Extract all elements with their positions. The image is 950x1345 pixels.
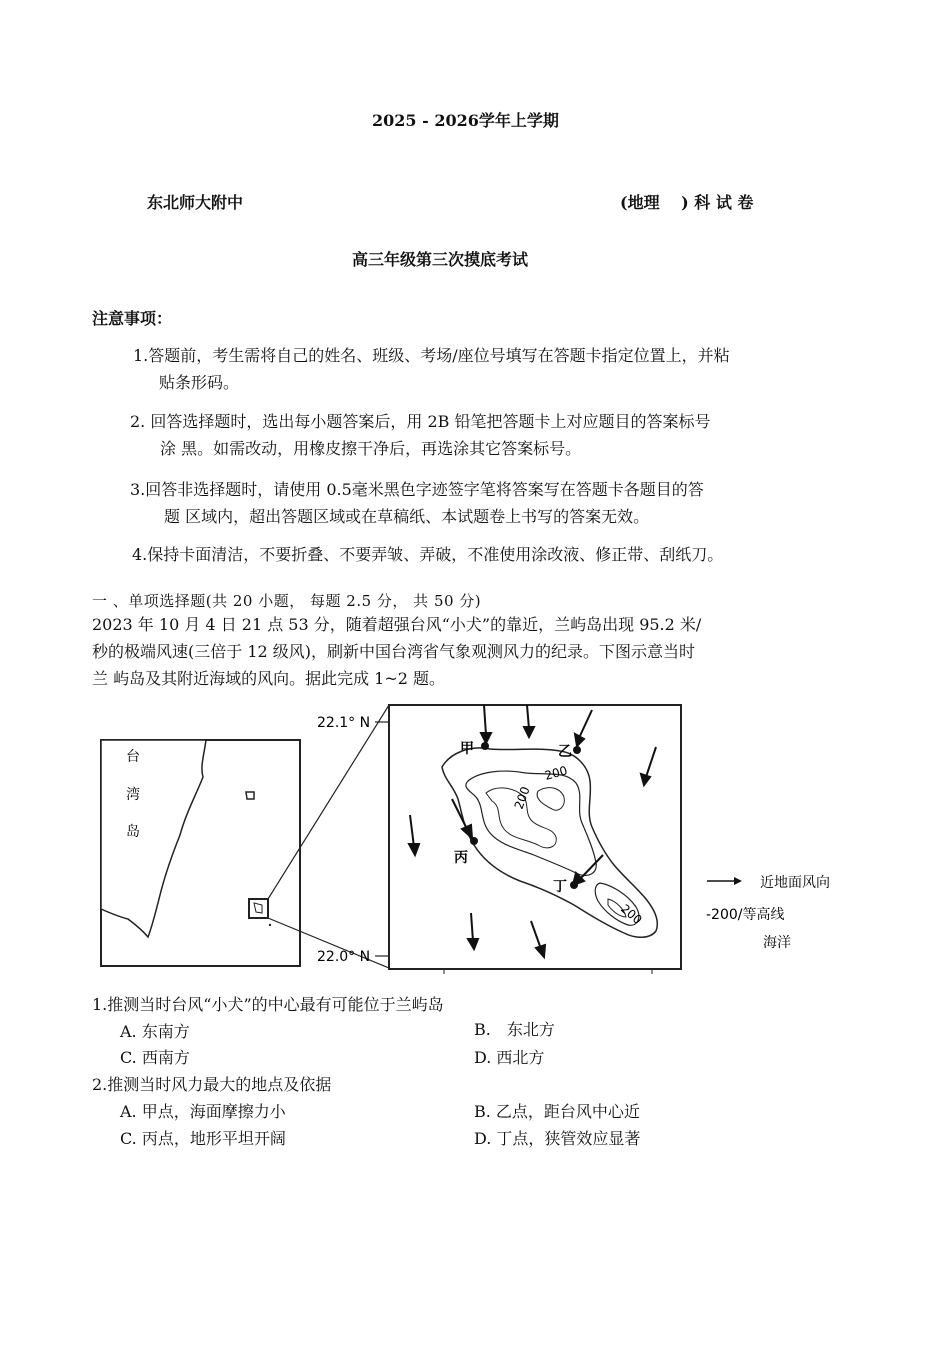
notice-heading: 注意事项：: [92, 309, 173, 328]
question-1-stem: 1.推测当时台风“小犬”的中心最有可能位于兰屿岛: [92, 995, 444, 1014]
section-intro: [92, 611, 701, 692]
question-1-option-b[interactable]: B. 东北方: [474, 1020, 555, 1039]
taiwan-inset-map: [101, 740, 300, 966]
point-ding-label: 丁: [553, 879, 567, 895]
question-1-option-c[interactable]: C. 西南方: [120, 1048, 190, 1067]
question-1-option-a[interactable]: A. 东南方: [120, 1022, 190, 1041]
notice-item-2: [130, 408, 710, 462]
intro-line: 秒的极端风速(三倍于 12 级风)，刷新中国台湾省气象观测风力的纪录。下图示意当时: [92, 642, 696, 661]
notice-item-line: 贴条形码。: [159, 373, 240, 392]
notice-item-line: 涂 黑。如需改动，用橡皮擦干净后，再选涂其它答案标号。: [160, 439, 582, 458]
notice-item-line: 题 区域内，超出答题区域或在草稿纸、本试题卷上书写的答案无效。: [164, 507, 650, 526]
question-2-option-b[interactable]: B. 乙点，距台风中心近: [474, 1102, 640, 1121]
legend-ocean-label: 海洋: [763, 935, 791, 951]
contour-label: 200: [618, 901, 645, 928]
point-jia-label: 甲: [460, 741, 474, 757]
lanyu-detail-map: [389, 705, 681, 974]
school-name: 东北师大附中: [147, 193, 244, 212]
notice-item-line: 3.回答非选择题时，请使用 0.5毫米黑色字迹签字笔将答案写在答题卡各题目的答: [130, 480, 704, 499]
section-title: 一 、单项选择题(共 20 小题， 每题 2.5 分， 共 50 分): [92, 592, 482, 610]
contour-label: 200: [511, 784, 533, 812]
intro-line: 2023 年 10 月 4 日 21 点 53 分，随着超强台风“小犬”的靠近，兰屿岛出现 95.2 米/: [92, 615, 702, 634]
latitude-top-label: 22.1° N: [317, 715, 371, 731]
latitude-bottom-label: 22.0° N: [317, 949, 371, 965]
island-label-char: 湾: [126, 787, 140, 803]
legend-contour-label: -200/等高线: [706, 907, 785, 923]
point-bing-label: 丙: [454, 850, 468, 866]
typhoon-wind-map: [0, 695, 950, 980]
point-yi-label: 乙: [558, 744, 572, 760]
legend-wind-label: 近地面风向: [760, 875, 830, 891]
question-2-option-d[interactable]: D. 丁点，狭管效应显著: [474, 1129, 641, 1148]
notice-item-line: 1.答题前，考生需将自己的姓名、班级、考场/座位号填写在答题卡指定位置上，并粘: [133, 346, 730, 365]
intro-line: 兰 屿岛及其附近海域的风向。据此完成 1~2 题。: [92, 669, 446, 688]
notice-item-line: 2. 回答选择题时，选出每小题答案后，用 2B 铅笔把答题卡上对应题目的答案标号: [130, 412, 711, 431]
subject-line: (地理 ) 科 试 卷: [620, 193, 754, 212]
question-2-option-c[interactable]: C. 丙点，地形平坦开阔: [120, 1129, 286, 1148]
map-legend: [706, 874, 830, 951]
notice-item-4: [132, 541, 723, 568]
contour-label: 200: [543, 763, 569, 783]
notice-item-line: 4.保持卡面清洁，不要折叠、不要弄皱、弄破，不准使用涂改液、修正带、刮纸刀。: [132, 545, 724, 564]
island-label-char: 台: [126, 749, 140, 765]
notice-item-1: [133, 342, 730, 396]
notice-item-3: [130, 476, 704, 530]
question-2-stem: 2.推测当时风力最大的地点及依据: [92, 1075, 332, 1094]
question-2-option-a[interactable]: A. 甲点，海面摩擦力小: [120, 1102, 286, 1121]
island-label-char: 岛: [126, 824, 140, 840]
question-1-option-d[interactable]: D. 西北方: [474, 1048, 545, 1067]
exam-title: 高三年级第三次摸底考试: [352, 250, 529, 269]
year-line: 2025 - 2026学年上学期: [372, 111, 559, 130]
